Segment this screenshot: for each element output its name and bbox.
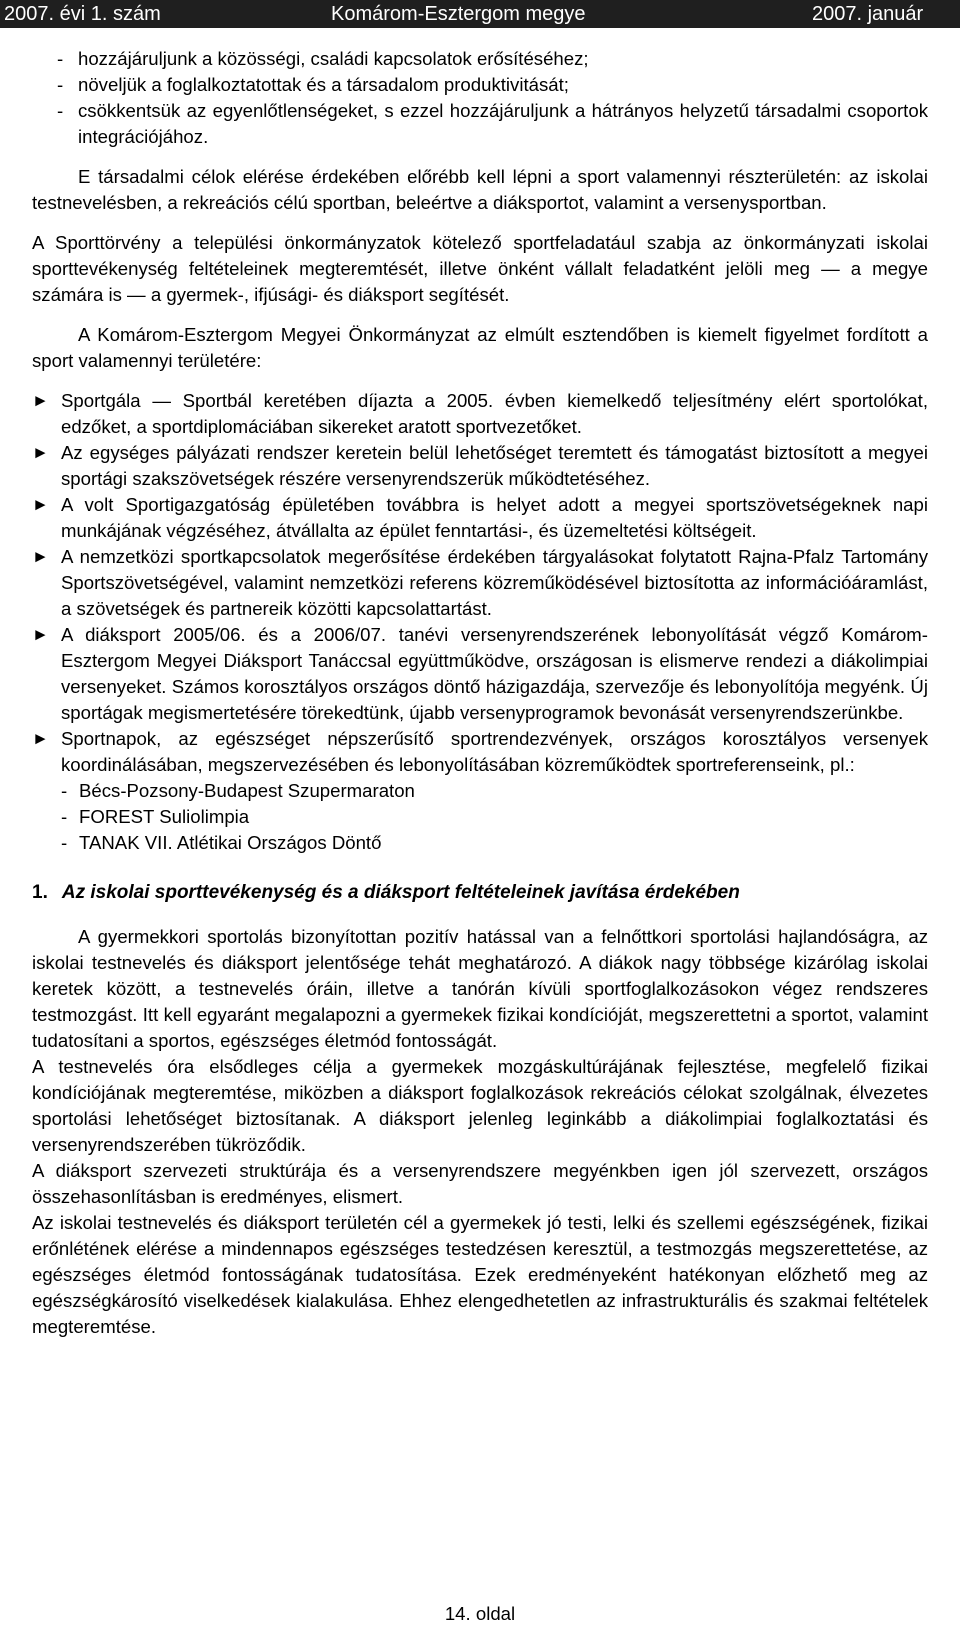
paragraph-goals: E társadalmi célok elérése érdekében előrébb kell lépni a sport valamennyi részterületén: az iskolai testnevelésben, a rekreációs célú sportban, beleértve a diáksportot, valamint a versenysportban. (32, 166, 928, 213)
bullet-item: ► A nemzetközi sportkapcsolatok megerősítése érdekében tárgyalásokat folytatott Rajna-Pfalz Tartomány Sportszövetségével, valamint nemzetközi referens közreműködésével biztosította az információáramlást, a szövetségek és partnereik közötti kapcsolattartást. (32, 546, 928, 619)
dash-marker: - (61, 832, 68, 853)
section-paragraph: A diáksport szervezeti struktúrája és a versenyrendszere megyénkben igen jól szervezett, országos összehasonlításban is eredményes, elismert. (32, 1160, 928, 1207)
paragraph-sport-law: A Sporttörvény a települési önkormányzatok kötelező sportfeladatául szabja az önkormányzati iskolai sporttevékenység feltételeinek megteremtését, illetve önként vállalt feladatként jelöli meg — a megye számára is — a gyermek-, ifjúsági- és diáksport segítését. (32, 232, 928, 305)
dash-marker: - (57, 48, 64, 69)
page-number: 14. oldal (444, 1603, 516, 1624)
event-item: - Bécs-Pozsony-Budapest Szupermaraton (61, 778, 928, 804)
section-paragraph: A gyermekkori sportolás bizonyítottan pozitív hatással van a felnőttkori sportolási hajlandóságra, az iskolai testnevelés és diáksport jelentősége tehát meghatározó. A diákok nagy többsége kizárólag iskolai keretek között, a testnevelés óráin, illetve a tanórán kívüli sportfoglalkozásokon végez rendszeres testmozgást. Itt kell egyaránt megalapozni a gyermekek fizikai kondícióját, megszerettetni a sportot, valamint tudatosítani a sportos, egészséges életmód fontosságát. (32, 926, 928, 1051)
bullet-item: ► Az egységes pályázati rendszer keretein belül lehetőséget teremtett és támogatást biztosított a megyei sportági szakszövetségek részére versenyrendszerük működtetéséhez. (32, 442, 928, 489)
bullet-item: ► A diáksport 2005/06. és a 2006/07. tanévi versenyrendszerének lebonyolítását végző Komárom-Esztergom Megyei Diáksport Tanáccsal együttműködve, országosan is elismerve rendezi a diákolimpiai versenyeket. Számos korosztályos országos döntő házigazdája, szervezője és lebonyolítója megyénk. Új sportágak megismertetésére törekedtünk, újabb versenyprogramok bevonását versenyrendszerünkbe. (32, 624, 928, 723)
intro-dash-list (32, 46, 928, 150)
header-county: Komárom-Esztergom megye (331, 3, 586, 25)
section-paragraph: Az iskolai testnevelés és diáksport területén cél a gyermekek jó testi, lelki és szellemi egészségének, fizikai erőnlétének elérése a mindennapos egészséges testedzésen keresztül, a testmozgás megszerettetése, az egészséges életmód fontosságának tudatosítása. Ezek eredményeként hatékonyan előzhető meg az egészségkárosító viselkedések kialakulása. Ehhez elengedhetetlen az infrastrukturális és szakmai feltételek megteremtése. (32, 1212, 928, 1337)
bullet-arrow-icon: ► (32, 625, 49, 644)
section-title-text: Az iskolai sporttevékenység és a diáksport feltételeinek javítása érdekében (61, 882, 740, 903)
bullet-item: ► A volt Sportigazgatóság épületében továbbra is helyet adott a megyei sportszövetségeknek napi munkájának végzéséhez, átvállalta az épület fenntartási-, és üzemeltetési költségeit. (32, 494, 928, 541)
document-body (32, 46, 928, 1340)
bullet-arrow-icon: ► (32, 443, 49, 462)
event-list (61, 778, 928, 856)
achievement-bullet-list (32, 388, 928, 856)
bullet-item: ► Sportgála — Sportbál keretében díjazta a 2005. évben kiemelkedő teljesítmény elért sportolókat, edzőket, a sportdiplomáciában sikereket aratott sportvezetőket. (32, 390, 928, 437)
bullet-item: ► Sportnapok, az egészséget népszerűsítő sportrendezvények, országos korosztályos versenyek koordinálásában, megszervezésében és lebonyolításában közreműködtek sportreferenseink, pl.: - Bécs-Pozsony-Budapest Szupermaraton - FOREST Suliolimpia - TANAK VII. Atlétikai Országos Döntő (32, 726, 928, 856)
bullet-arrow-icon: ► (32, 391, 49, 410)
list-item: - hozzájáruljunk a közösségi, családi kapcsolatok erősítéséhez; (32, 46, 928, 72)
event-item: - FOREST Suliolimpia (61, 804, 928, 830)
paragraph-county-council: A Komárom-Esztergom Megyei Önkormányzat az elmúlt esztendőben is kiemelt figyelmet fordított a sport valamennyi területére: (32, 324, 928, 371)
event-item: - TANAK VII. Atlétikai Országos Döntő (61, 830, 928, 856)
section-paragraph: A testnevelés óra elsődleges célja a gyermekek mozgáskultúrájának fejlesztése, megfelelő fizikai kondíciójának megteremtése, miközben a diáksport foglalkozások rekreációs célokat szolgálnak, élvezetes sportolási lehetőséget biztosítanak. A diáksport jelenleg leginkább a diákolimpiai foglalkoztatási és versenyrendszerében tükröződik. (32, 1056, 928, 1155)
dash-marker: - (57, 74, 64, 95)
dash-marker: - (61, 806, 68, 827)
list-item: - csökkentsük az egyenlőtlenségeket, s ezzel hozzájáruljunk a hátrányos helyzetű társadalmi csoportok integrációjához. (57, 100, 928, 147)
page-header (0, 0, 960, 28)
dash-marker: - (61, 780, 68, 801)
bullet-arrow-icon: ► (32, 729, 49, 748)
section-heading (32, 880, 928, 906)
bullet-arrow-icon: ► (32, 547, 49, 566)
dash-marker: - (57, 100, 64, 121)
header-date: 2007. január (812, 3, 924, 25)
section-number: 1. (32, 882, 48, 903)
list-item: - növeljük a foglalkoztatottak és a társadalom produktivitását; (32, 72, 928, 98)
bullet-arrow-icon: ► (32, 495, 49, 514)
header-issue: 2007. évi 1. szám (4, 3, 161, 25)
